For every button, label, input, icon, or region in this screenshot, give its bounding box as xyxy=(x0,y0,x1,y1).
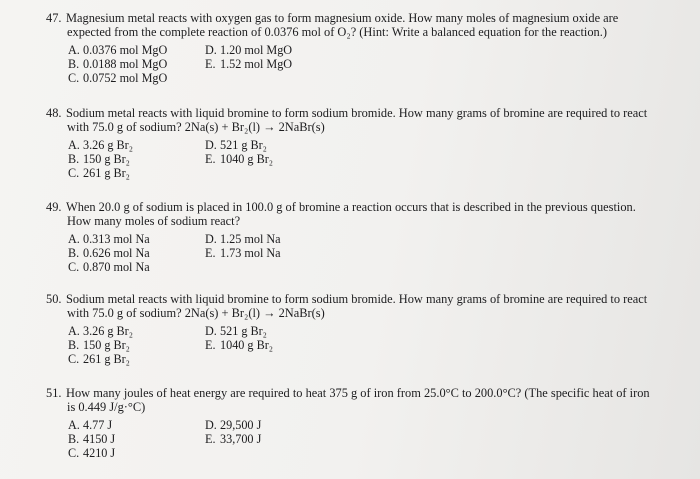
question-text-line1: When 20.0 g of sodium is placed in 100.0 g of bromine a reaction occurs that is described in the previous question. xyxy=(66,200,636,214)
option-text: 1040 g Br₂ xyxy=(220,338,273,352)
question-text-line1: Magnesium metal reacts with oxygen gas to form magnesium oxide. How many moles of magnesium oxide are xyxy=(66,11,619,25)
option-text: 1040 g Br₂ xyxy=(220,152,273,166)
option-b[interactable] xyxy=(68,338,130,352)
option-e[interactable] xyxy=(205,246,281,260)
answer-options xyxy=(46,324,686,366)
option-text: 4210 J xyxy=(83,446,116,460)
answer-options xyxy=(46,138,686,180)
option-d[interactable] xyxy=(205,418,261,432)
option-b[interactable] xyxy=(68,57,167,71)
option-letter: C. xyxy=(68,71,80,85)
option-letter: A. xyxy=(68,43,80,57)
question-text-line1: Sodium metal reacts with liquid bromine to form sodium bromide. How many grams of bromine are required to react xyxy=(66,292,648,306)
question-text-line2: expected from the complete reaction of 0.0376 mol of O₂? (Hint: Write a balanced equation for the reaction.) xyxy=(67,25,607,39)
question-text-line2: with 75.0 g of sodium? 2Na(s) + Br₂(l) → 2NaBr(s) xyxy=(67,120,325,134)
option-letter: A. xyxy=(68,418,80,432)
option-e[interactable] xyxy=(205,152,273,166)
question-number: 48. xyxy=(46,106,62,120)
option-text: 150 g Br₂ xyxy=(83,338,130,352)
option-letter: D. xyxy=(205,43,217,57)
option-letter: E. xyxy=(205,57,216,71)
option-letter: A. xyxy=(68,232,80,246)
option-b[interactable] xyxy=(68,432,115,446)
option-e[interactable] xyxy=(205,432,261,446)
option-c[interactable] xyxy=(68,71,167,85)
option-text: 33,700 J xyxy=(220,432,262,446)
option-letter: E. xyxy=(205,432,216,446)
option-letter: A. xyxy=(68,324,80,338)
option-c[interactable] xyxy=(68,446,115,460)
option-text: 0.313 mol Na xyxy=(83,232,150,246)
option-text: 4150 J xyxy=(83,432,116,446)
option-letter: B. xyxy=(68,246,80,260)
option-text: 1.73 mol Na xyxy=(220,246,281,260)
question-number: 51. xyxy=(46,386,62,400)
question-text-line1: How many joules of heat energy are required to heat 375 g of iron from 25.0°C to 200.0°C? (The specific heat of iron xyxy=(66,386,650,400)
question-text-line2: with 75.0 g of sodium? 2Na(s) + Br₂(l) → 2NaBr(s) xyxy=(67,306,325,320)
question-number: 49. xyxy=(46,200,62,214)
option-text: 261 g Br₂ xyxy=(83,166,130,180)
option-letter: C. xyxy=(68,260,80,274)
option-a[interactable] xyxy=(68,43,167,57)
option-text: 1.20 mol MgO xyxy=(220,43,293,57)
option-letter: E. xyxy=(205,338,216,352)
option-letter: A. xyxy=(68,138,80,152)
question-text-line1: Sodium metal reacts with liquid bromine to form sodium bromide. How many grams of bromine are required to react xyxy=(66,106,648,120)
option-letter: D. xyxy=(205,138,217,152)
option-a[interactable] xyxy=(68,418,112,432)
question-47 xyxy=(46,11,686,85)
option-a[interactable] xyxy=(68,324,133,338)
option-d[interactable] xyxy=(205,324,267,338)
question-text-line2: is 0.449 J/g·°C) xyxy=(67,400,146,414)
option-c[interactable] xyxy=(68,352,130,366)
option-d[interactable] xyxy=(205,138,267,152)
option-d[interactable] xyxy=(205,43,292,57)
option-a[interactable] xyxy=(68,232,150,246)
option-text: 0.0752 mol MgO xyxy=(83,71,168,85)
option-letter: D. xyxy=(205,232,217,246)
option-c[interactable] xyxy=(68,260,150,274)
option-text: 261 g Br₂ xyxy=(83,352,130,366)
question-48 xyxy=(46,106,686,180)
option-c[interactable] xyxy=(68,166,130,180)
option-text: 0.0188 mol MgO xyxy=(83,57,168,71)
answer-options xyxy=(46,418,686,460)
answer-options xyxy=(46,43,686,85)
option-text: 0.870 mol Na xyxy=(83,260,150,274)
question-number: 47. xyxy=(46,11,62,25)
question-50 xyxy=(46,292,686,366)
option-text: 1.52 mol MgO xyxy=(220,57,293,71)
option-text: 3.26 g Br₂ xyxy=(83,138,133,152)
option-text: 1.25 mol Na xyxy=(220,232,281,246)
option-b[interactable] xyxy=(68,246,150,260)
option-text: 521 g Br₂ xyxy=(220,138,267,152)
option-a[interactable] xyxy=(68,138,133,152)
question-number: 50. xyxy=(46,292,62,306)
answer-options xyxy=(46,232,686,274)
option-text: 29,500 J xyxy=(220,418,262,432)
option-letter: D. xyxy=(205,324,217,338)
option-text: 150 g Br₂ xyxy=(83,152,130,166)
option-letter: E. xyxy=(205,152,216,166)
option-letter: B. xyxy=(68,57,80,71)
option-letter: D. xyxy=(205,418,217,432)
option-letter: B. xyxy=(68,432,80,446)
option-b[interactable] xyxy=(68,152,130,166)
option-text: 0.0376 mol MgO xyxy=(83,43,168,57)
option-e[interactable] xyxy=(205,338,273,352)
option-letter: B. xyxy=(68,152,80,166)
option-e[interactable] xyxy=(205,57,292,71)
option-letter: E. xyxy=(205,246,216,260)
option-text: 4.77 J xyxy=(83,418,113,432)
option-letter: C. xyxy=(68,166,80,180)
option-letter: C. xyxy=(68,446,80,460)
option-text: 3.26 g Br₂ xyxy=(83,324,133,338)
option-text: 0.626 mol Na xyxy=(83,246,150,260)
question-text-line2: How many moles of sodium react? xyxy=(67,214,241,228)
question-49 xyxy=(46,200,686,274)
option-text: 521 g Br₂ xyxy=(220,324,267,338)
option-letter: B. xyxy=(68,338,80,352)
question-51 xyxy=(46,386,686,460)
option-d[interactable] xyxy=(205,232,281,246)
option-letter: C. xyxy=(68,352,80,366)
